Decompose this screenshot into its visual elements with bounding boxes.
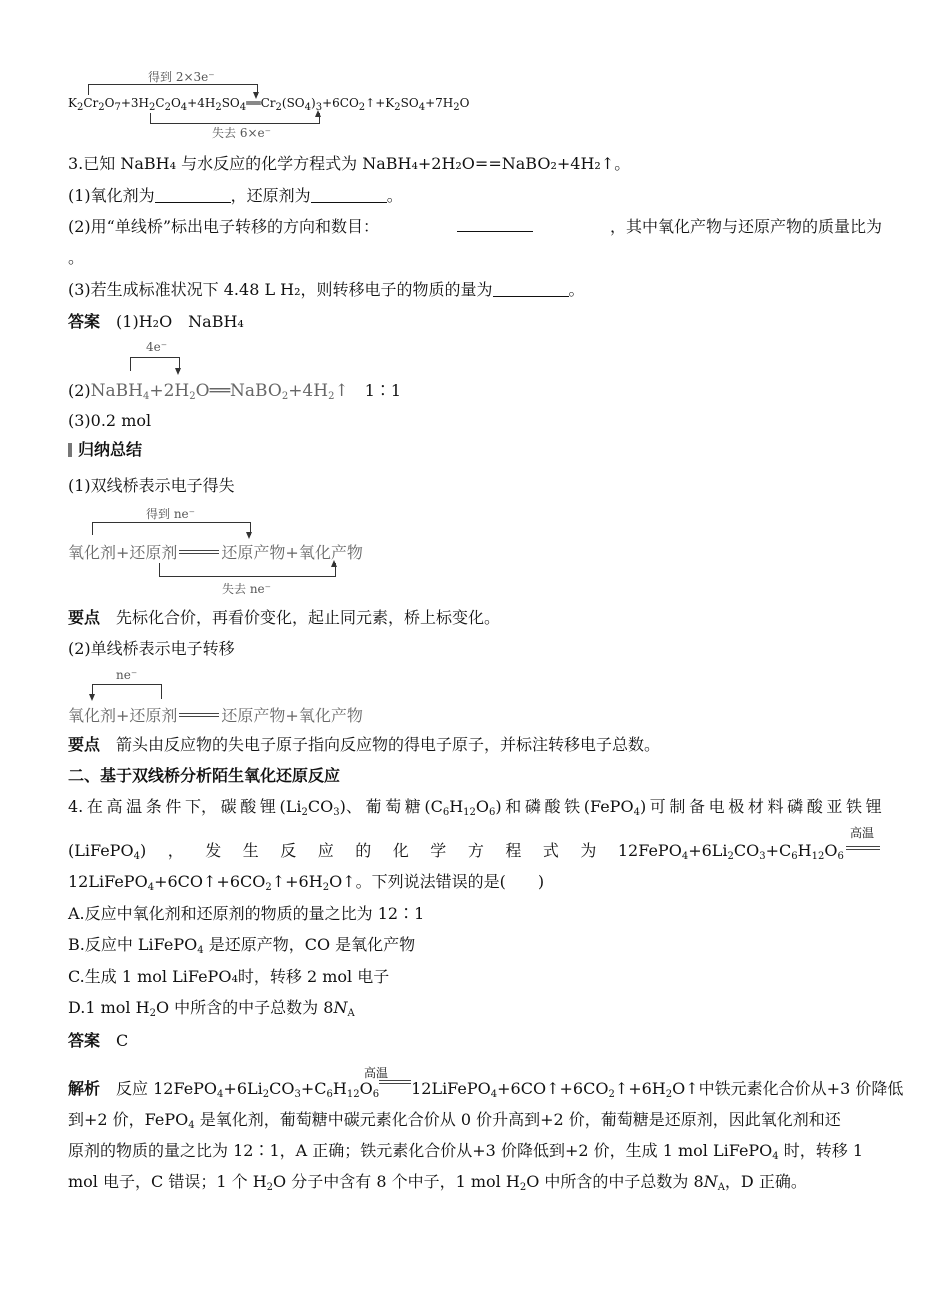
general-eq-left: 氧化剂+还原剂 [68,543,178,562]
key-text-2: 箭头由反应物的失电子原子指向反应物的得电子原子，并标注转移电子总数。 [116,735,661,754]
key-label-2: 要点 [68,735,101,754]
q4-option-a[interactable]: A.反应中氧化剂和还原剂的物质的量之比为 12∶1 [68,904,425,923]
general-loss-bridge [159,563,336,577]
section2-heading: 二、基于双线桥分析陌生氧化还原反应 [68,766,341,785]
key-point-2 [68,735,660,755]
q3-part3 [68,280,585,300]
general-single-arrowhead [89,694,95,701]
general-gain-label: 得到 ne⁻ [146,507,195,521]
general-eq2-left: 氧化剂+还原剂 [68,706,178,725]
equation-1: $K_2Cr_2O_7+3H_2C_2O_4+4H_2SO_4══Cr_2(SO_4)_3+6CO_2↑+K_2SO_4+7H_2O$ [68,96,470,113]
q4-condition: 高温 [850,826,875,840]
expl-condition: 高温 [364,1066,389,1080]
gain-bridge [88,84,258,95]
q4-answer-label: 答案 [68,1031,101,1050]
explanation-line3: 原剂的物质的量之比为 12∶1，A 正确；铁元素化合价从+3 价降低到+2 价，生成 1 mol LiFePO$_4$ 时，转移 1 [68,1141,864,1162]
gain-label: 得到 2×3e⁻ [148,70,215,84]
q4-line3: $12LiFePO_4+6CO↑+6CO_2↑+6H_2O↑$。下列说法错误的是( ) [68,872,545,893]
single-bridge-line [130,357,180,371]
general-equation-2 [68,703,363,726]
q3-p1-text-b: ，还原剂为 [230,186,311,205]
q3-blank-bridge[interactable] [457,217,533,232]
q3-p3-text-a: (3)若生成标准状况下 4.48 L H₂，则转移电子的物质的量为 [68,280,493,299]
mass-ratio: 1∶1 [364,381,402,400]
heading-bar [68,443,72,457]
q4-answer-value: C [116,1031,129,1050]
loss-bridge [150,113,320,124]
summary-heading [68,440,142,460]
general-eq2-right: 还原产物+氧化产物 [221,706,363,725]
loss-label: 失去 6×e⁻ [212,126,271,140]
answer-part1: (1)H₂O NaBH₄ [116,312,244,331]
summary-s1: (1)双线桥表示电子得失 [68,476,235,495]
explanation-line1: 解析 反应 $12FePO_4+6Li_2CO_3+C_6H_{12}O_6$ $12LiFePO_4+6CO↑+6CO_2↑+6H_2O↑$中铁元素化合价从+3 价降低 [68,1079,904,1100]
q3-answer-line1 [68,312,244,332]
q3-answer-line3: (3)0.2 mol [68,411,152,430]
q3-blank-moles[interactable] [493,282,569,297]
q3-p2-text-a: (2)用“单线桥”标出电子转移的方向和数目： [68,217,380,236]
q3-blank-reductant[interactable] [311,188,387,203]
electron-label: 4e⁻ [146,340,168,354]
answer-part2-prefix: (2) [68,381,91,400]
answer-label: 答案 [68,312,101,331]
general-single-line [92,684,162,699]
q4-option-b[interactable]: B.反应中 LiFePO$_4$ 是还原产物，CO 是氧化产物 [68,935,416,956]
q3-stem: 3.已知 NaBH₄ 与水反应的化学方程式为 NaBH₄+2H₂O==NaBO₂+4H₂↑。 [68,154,631,173]
expl-equals [379,1080,411,1084]
summary-s2: (2)单线桥表示电子转移 [68,639,235,658]
general-loss-arrowhead [331,560,337,567]
general-gain-bridge [92,522,251,535]
q4-option-c[interactable]: C.生成 1 mol LiFePO₄时，转移 2 mol 电子 [68,967,390,986]
q3-p2-text-b: ，其中氧化产物与还原产物的质量比为 [609,217,882,236]
q4-line2: (LiFePO$_4$) ， 发 生 反 应 的 化 学 方 程 式 为 $12FePO_4+6Li_2CO_3+C_6H_{12}O_6$ [68,841,844,862]
q3-answer-line2 [68,378,401,401]
equals-sign-2 [179,713,219,717]
q3-p3-text-b: 。 [568,280,585,299]
nabh4-equation: $NaBH_4+2H_2O══NaBO_2+4H_2↑$ [90,381,349,402]
summary-heading-text: 归纳总结 [78,440,143,459]
q3-p2-end: 。 [68,248,85,267]
key-text-1: 先标化合价，再看价变化，起止同元素，桥上标变化。 [116,608,501,627]
q4-option-d[interactable]: D.1 mol $H_2O$ 中所含的中子总数为 $8N_A$ [68,998,355,1019]
key-label-1: 要点 [68,608,101,627]
loss-arrowhead [315,110,321,117]
general-loss-label: 失去 ne⁻ [222,582,271,596]
general-eq-right: 还原产物+氧化产物 [221,543,363,562]
single-bridge-arrowhead [175,368,181,375]
general-gain-arrowhead [246,532,252,539]
explanation-line2: 到+2 价，FePO$_4$ 是氧化剂，葡萄糖中碳元素化合价从 0 价升高到+2 价，葡萄糖是还原剂，因此氧化剂和还 [68,1110,841,1131]
general-equation [68,540,363,563]
q4-answer [68,1031,128,1051]
general-electron-label: ne⁻ [116,668,138,682]
q4-line1: 4. 在 高 温 条 件 下， 碳 酸 锂 $(Li_2CO_3)$、 葡 萄 糖 $(C_6H_{12}O_6)$ 和 磷 酸 铁 (FePO$_4$) 可 制 备 电 极 材 料 磷 酸 亚 铁 锂 [68,797,882,818]
q3-p1-text-a: (1)氧化剂为 [68,186,155,205]
explanation-label: 解析 [68,1079,101,1098]
q3-p1-text-c: 。 [386,186,403,205]
q4-equals [846,846,880,850]
q3-part1 [68,186,403,206]
q3-part2 [68,217,882,237]
explanation-line4: mol 电子，C 错误；1 个 $H_2O$ 分子中含有 8 个中子，1 mol $H_2O$ 中所含的中子总数为 $8N_A$，D 正确。 [68,1172,807,1193]
key-point-1 [68,608,500,628]
equals-sign [179,550,219,554]
q3-blank-oxidant[interactable] [155,188,231,203]
